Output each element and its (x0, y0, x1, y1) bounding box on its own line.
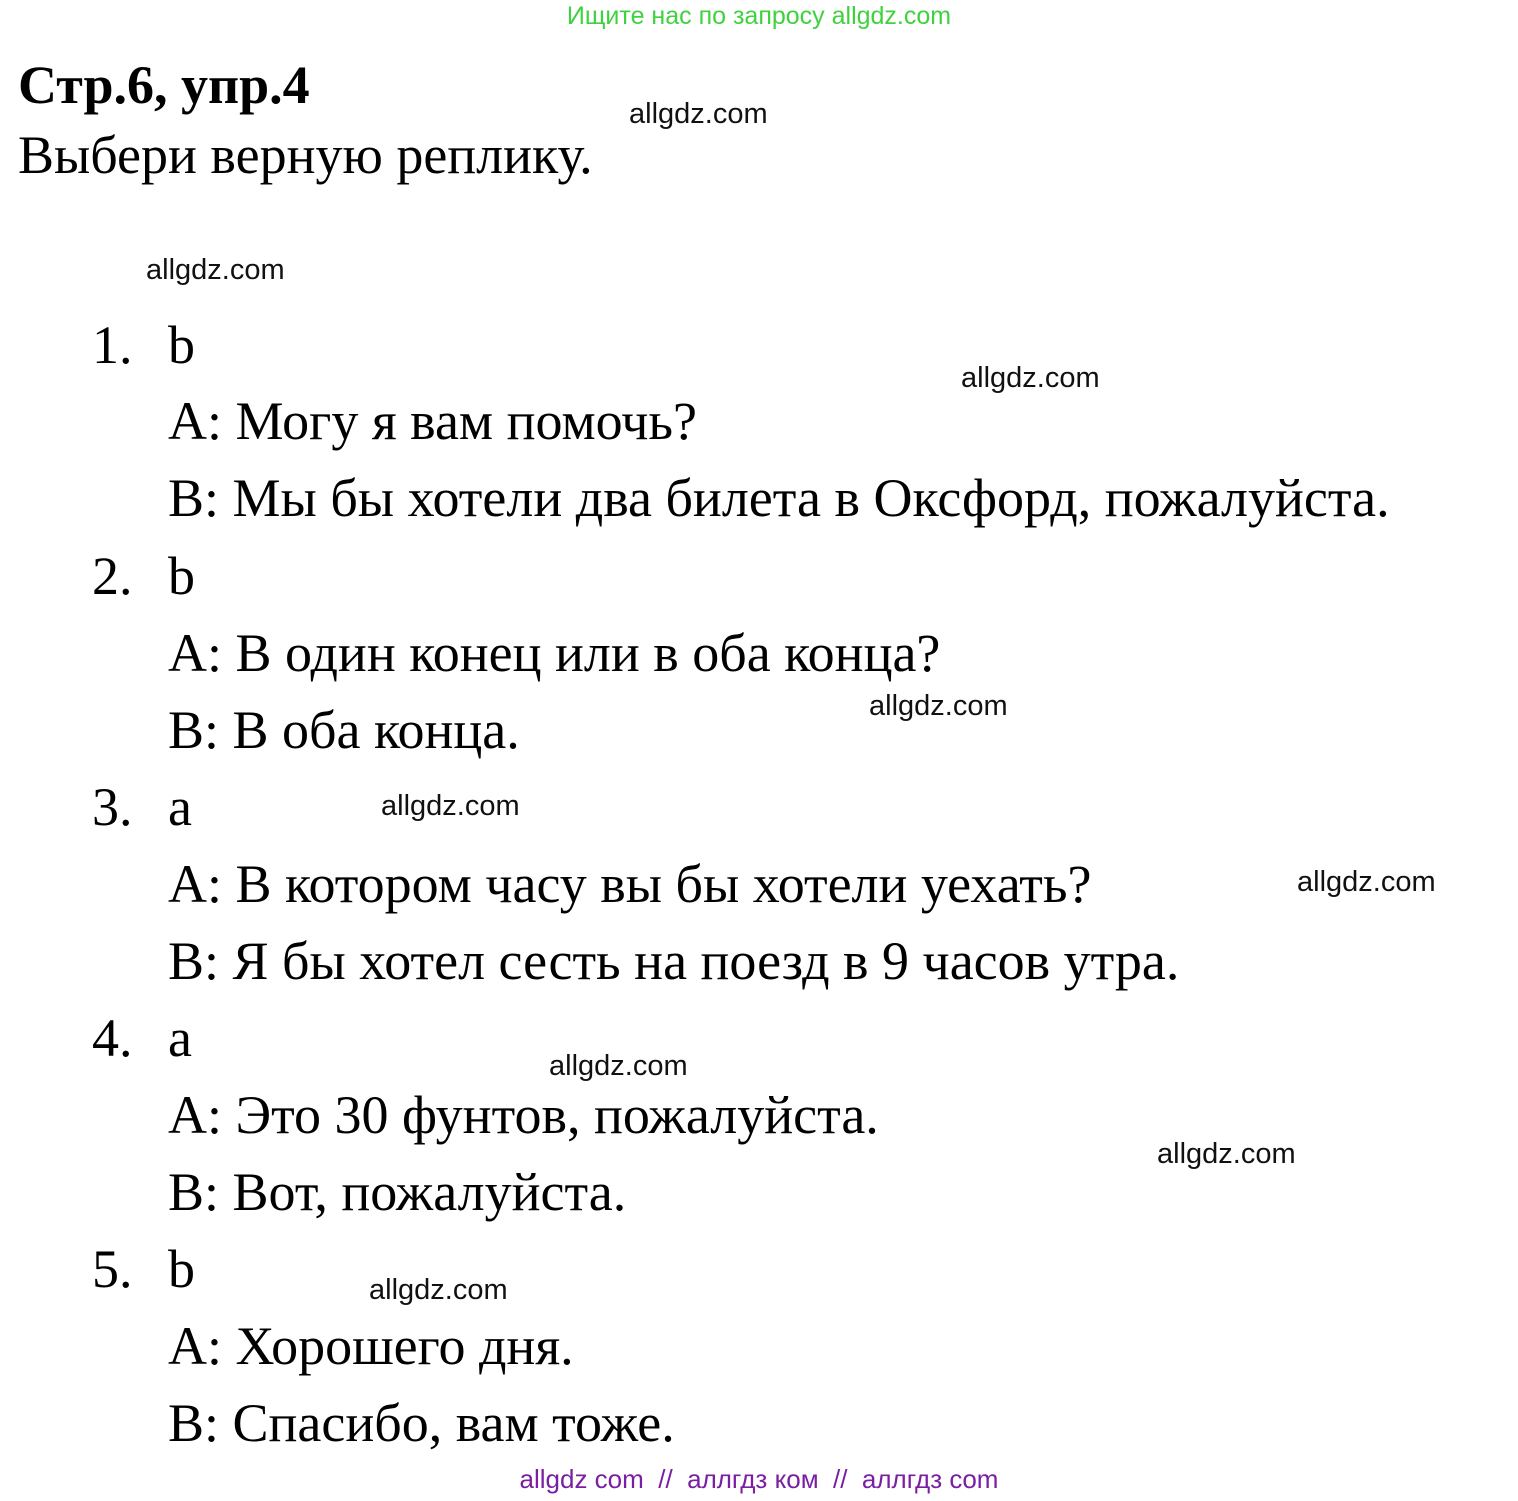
item-number: 4. (92, 1008, 133, 1068)
watermark: allgdz.com (549, 1050, 688, 1082)
search-banner: Ищите нас по запросу allgdz.com (566, 2, 952, 30)
watermark: allgdz.com (1297, 866, 1436, 898)
exercise-instruction: Выбери верную реплику. (18, 125, 593, 185)
watermark: allgdz.com (869, 690, 1008, 722)
page-title: Стр.6, упр.4 (18, 55, 310, 115)
item-answer-letter: b (168, 546, 195, 606)
dialogue-line-b: B: Мы бы хотели два билета в Оксфорд, пожалуйста. (168, 468, 1390, 528)
watermark: allgdz.com (146, 254, 285, 286)
watermark: allgdz.com (1157, 1138, 1296, 1170)
item-answer-letter: a (168, 1008, 192, 1068)
dialogue-line-b: B: В оба конца. (168, 700, 520, 760)
footer-link-line[interactable]: allgdz com // аллгдз ком // аллгдз com (519, 1464, 999, 1494)
item-number: 5. (92, 1239, 133, 1299)
dialogue-line-b: B: Вот, пожалуйста. (168, 1162, 627, 1222)
item-answer-letter: b (168, 315, 195, 375)
watermark: allgdz.com (629, 98, 768, 130)
dialogue-line-a: A: Это 30 фунтов, пожалуйста. (168, 1085, 879, 1145)
item-number: 1. (92, 315, 133, 375)
dialogue-line-a: A: В котором часу вы бы хотели уехать? (168, 854, 1092, 914)
dialogue-line-b: B: Я бы хотел сесть на поезд в 9 часов утра. (168, 931, 1180, 991)
dialogue-line-a: A: Хорошего дня. (168, 1316, 574, 1376)
item-answer-letter: a (168, 777, 192, 837)
watermark: allgdz.com (381, 790, 520, 822)
dialogue-line-b: B: Спасибо, вам тоже. (168, 1393, 675, 1453)
item-number: 2. (92, 546, 133, 606)
item-number: 3. (92, 777, 133, 837)
dialogue-line-a: A: Могу я вам помочь? (168, 391, 697, 451)
dialogue-line-a: A: В один конец или в оба конца? (168, 623, 941, 683)
watermark: allgdz.com (369, 1274, 508, 1306)
item-answer-letter: b (168, 1239, 195, 1299)
watermark: allgdz.com (961, 362, 1100, 394)
